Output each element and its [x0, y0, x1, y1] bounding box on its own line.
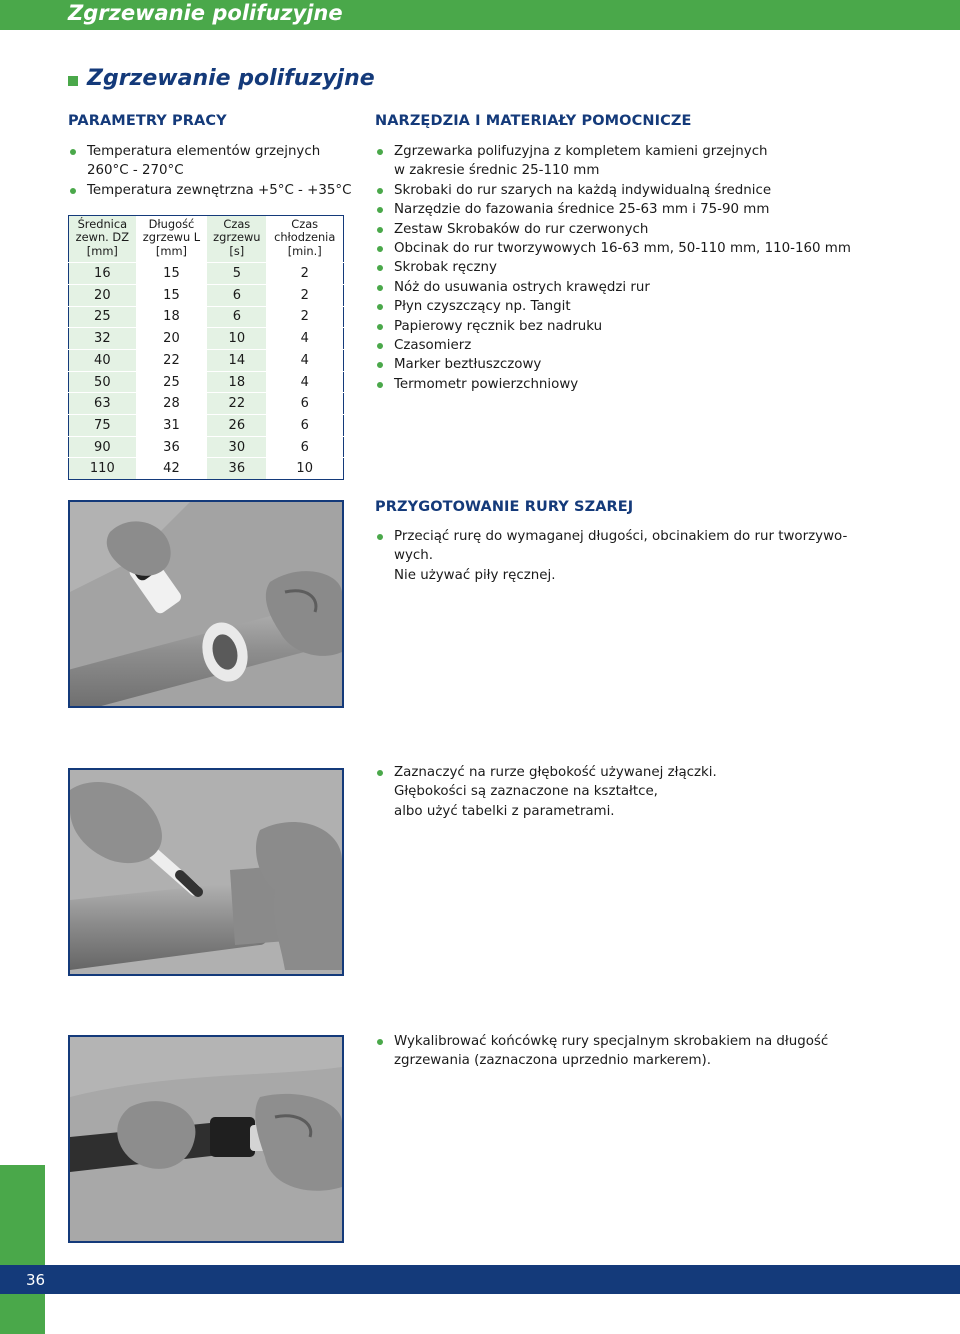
- table-cell: 2: [266, 306, 343, 328]
- table-cell: 14: [207, 349, 266, 371]
- table-cell: 2: [266, 263, 343, 285]
- footer-bar: [0, 1265, 960, 1294]
- prep-step-text: Wykalibrować końcówkę rury specjalnym skrobakiem na długość zgrzewania (zaznaczona uprzednio markerem).: [375, 1032, 875, 1071]
- table-cell: 10: [266, 458, 343, 480]
- prep-step-1: [375, 527, 875, 585]
- params-table: [68, 215, 344, 480]
- tools-item: Obcinak do rur tworzywowych 16-63 mm, 50-110 mm, 110-160 mm: [375, 239, 915, 258]
- prep-step-text: Przeciąć rurę do wymaganej długości, obcinakiem do rur tworzywo- wych. Nie używać piły ręcznej.: [375, 527, 875, 585]
- main-title: Zgrzewanie polifuzyjne: [87, 66, 375, 91]
- page-number: 36: [26, 1271, 46, 1289]
- table-header-length: Długość zgrzewu L [mm]: [136, 216, 208, 263]
- table-cell: 6: [266, 415, 343, 437]
- params-bullet: Temperatura elementów grzejnych 260°C - 270°C: [68, 142, 358, 181]
- table-cell: 15: [136, 284, 208, 306]
- tools-item: Nóż do usuwania ostrych krawędzi rur: [375, 278, 915, 297]
- table-cell: 31: [136, 415, 208, 437]
- table-cell: 36: [207, 458, 266, 480]
- table-cell: 6: [266, 393, 343, 415]
- tools-list: [375, 142, 915, 394]
- table-row: [69, 371, 344, 393]
- table-cell: 75: [69, 415, 136, 437]
- table-header-diameter: Średnica zewn. DZ [mm]: [69, 216, 136, 263]
- table-cell: 6: [207, 306, 266, 328]
- table-header-weld-time: Czas zgrzewu [s]: [207, 216, 266, 263]
- table-cell: 90: [69, 436, 136, 458]
- table-row: [69, 415, 344, 437]
- tools-item: Płyn czyszczący np. Tangit: [375, 297, 915, 316]
- tools-item: Marker beztłuszczowy: [375, 355, 915, 374]
- tools-item: Narzędzie do fazowania średnice 25-63 mm i 75-90 mm: [375, 200, 915, 219]
- table-row: [69, 263, 344, 285]
- table-cell: 25: [136, 371, 208, 393]
- table-row: [69, 328, 344, 350]
- table-cell: 18: [207, 371, 266, 393]
- table-row: [69, 458, 344, 480]
- table-cell: 4: [266, 328, 343, 350]
- prep-step-text: Zaznaczyć na rurze głębokość używanej złączki. Głębokości są zaznaczone na kształtce, albo użyć tabelki z parametrami.: [375, 763, 875, 821]
- table-cell: 110: [69, 458, 136, 480]
- tools-item: Skrobaki do rur szarych na każdą indywidualną średnice: [375, 181, 915, 200]
- table-row: [69, 393, 344, 415]
- tools-item: Czasomierz: [375, 336, 915, 355]
- table-cell: 40: [69, 349, 136, 371]
- table-cell: 18: [136, 306, 208, 328]
- main-heading: [68, 66, 375, 91]
- prep-step-2: [375, 763, 875, 821]
- table-cell: 20: [136, 328, 208, 350]
- header-bar: [0, 0, 960, 30]
- table-cell: 22: [207, 393, 266, 415]
- table-row: [69, 436, 344, 458]
- table-row: [69, 306, 344, 328]
- table-cell: 50: [69, 371, 136, 393]
- table-cell: 4: [266, 371, 343, 393]
- prep-heading: PRZYGOTOWANIE RURY SZAREJ: [375, 499, 634, 515]
- table-cell: 15: [136, 263, 208, 285]
- table-cell: 28: [136, 393, 208, 415]
- params-bullet-list: [68, 142, 358, 200]
- table-cell: 26: [207, 415, 266, 437]
- table-cell: 63: [69, 393, 136, 415]
- table-cell: 4: [266, 349, 343, 371]
- tools-heading: NARZĘDZIA I MATERIAŁY POMOCNICZE: [375, 113, 692, 129]
- tools-item: Termometr powierzchniowy: [375, 375, 915, 394]
- footer-green-block: [0, 1165, 45, 1334]
- photo-marking-pipe: [68, 768, 344, 976]
- params-heading: PARAMETRY PRACY: [68, 113, 227, 129]
- photo-calibrating-pipe: [68, 1035, 344, 1243]
- table-cell: 16: [69, 263, 136, 285]
- table-cell: 6: [207, 284, 266, 306]
- table-cell: 30: [207, 436, 266, 458]
- photo-cutting-pipe: [68, 500, 344, 708]
- params-bullet: Temperatura zewnętrzna +5°C - +35°C: [68, 181, 358, 200]
- prep-step-3: [375, 1032, 875, 1071]
- table-cell: 20: [69, 284, 136, 306]
- table-cell: 32: [69, 328, 136, 350]
- table-cell: 22: [136, 349, 208, 371]
- header-title: Zgrzewanie polifuzyjne: [68, 1, 343, 25]
- tools-item: Zestaw Skrobaków do rur czerwonych: [375, 220, 915, 239]
- table-header-row: [69, 216, 344, 263]
- table-cell: 36: [136, 436, 208, 458]
- table-row: [69, 284, 344, 306]
- heading-square-icon: [68, 76, 78, 86]
- table-cell: 2: [266, 284, 343, 306]
- table-row: [69, 349, 344, 371]
- tools-item: Zgrzewarka polifuzyjna z kompletem kamieni grzejnych w zakresie średnic 25-110 mm: [375, 142, 915, 181]
- table-cell: 25: [69, 306, 136, 328]
- table-header-cool-time: Czas chłodzenia [min.]: [266, 216, 343, 263]
- table-cell: 6: [266, 436, 343, 458]
- table-cell: 10: [207, 328, 266, 350]
- tools-item: Papierowy ręcznik bez nadruku: [375, 317, 915, 336]
- tools-item: Skrobak ręczny: [375, 258, 915, 277]
- table-cell: 42: [136, 458, 208, 480]
- table-cell: 5: [207, 263, 266, 285]
